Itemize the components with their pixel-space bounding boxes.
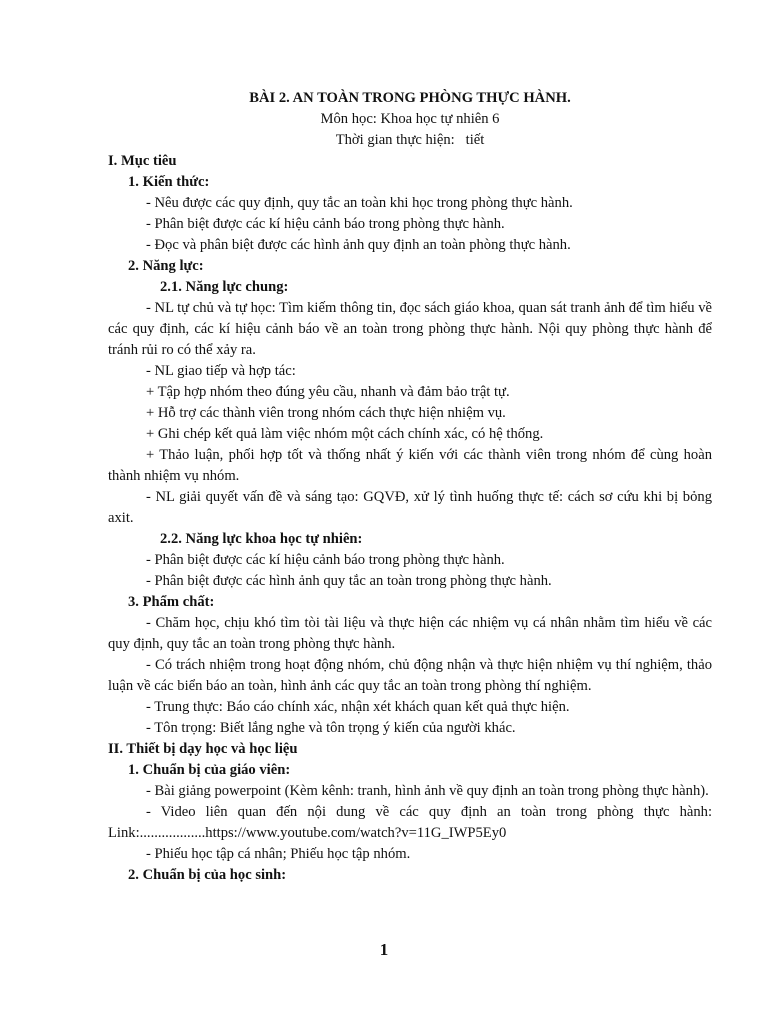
section-heading-objectives: I. Mục tiêu <box>108 153 177 169</box>
list-item: - Phân biệt được các kí hiệu cảnh báo trong phòng thực hành. <box>146 216 505 232</box>
subheading-science-competence: 2.2. Năng lực khoa học tự nhiên: <box>160 531 363 547</box>
paragraph: - NL giao tiếp và hợp tác: <box>146 363 296 379</box>
list-item: - Phân biệt được các kí hiệu cảnh báo trong phòng thực hành. <box>146 552 505 568</box>
subheading-general-competence: 2.1. Năng lực chung: <box>160 279 289 295</box>
duration-line: Thời gian thực hiện: tiết <box>335 132 485 148</box>
paragraph: - Phiếu học tập cá nhân; Phiếu học tập nhóm. <box>146 846 411 862</box>
subject-line: Môn học: Khoa học tự nhiên 6 <box>320 111 500 127</box>
paragraph: - Chăm học, chịu khó tìm tòi tài liệu và thực hiện các nhiệm vụ cá nhân nhằm tìm hiểu về các quy định, quy tắc an toàn trong phòng thực hành. <box>108 615 712 652</box>
list-item: - Nêu được các quy định, quy tắc an toàn khi học trong phòng thực hành. <box>146 195 573 211</box>
paragraph: - NL giải quyết vấn đề và sáng tạo: GQVĐ, xử lý tình huống thực tế: cách sơ cứu khi bị bỏng axit. <box>108 489 712 526</box>
paragraph: - Trung thực: Báo cáo chính xác, nhận xét khách quan kết quả thực hiện. <box>146 699 570 715</box>
list-item: - Phân biệt được các hình ảnh quy tắc an toàn trong phòng thực hành. <box>146 573 552 589</box>
paragraph: - Tôn trọng: Biết lắng nghe và tôn trọng ý kiến của người khác. <box>146 720 516 736</box>
section-heading-equipment: II. Thiết bị dạy học và học liệu <box>108 741 298 757</box>
list-item: + Tập hợp nhóm theo đúng yêu cầu, nhanh và đảm bảo trật tự. <box>146 384 510 400</box>
lesson-title: BÀI 2. AN TOÀN TRONG PHÒNG THỰC HÀNH. <box>249 90 571 106</box>
list-item: - Đọc và phân biệt được các hình ảnh quy định an toàn phòng thực hành. <box>146 237 571 253</box>
list-item: + Hỗ trợ các thành viên trong nhóm cách thực hiện nhiệm vụ. <box>146 405 506 421</box>
paragraph: - Bài giảng powerpoint (Kèm kênh: tranh, hình ảnh về quy định an toàn trong phòng thực hành). <box>146 783 709 799</box>
paragraph-video-link: - Video liên quan đến nội dung về các quy định an toàn trong phòng thực hành: Link:..................https://www.youtube.com/watch?v=11G_IWP5Ey0 <box>108 804 712 841</box>
subheading-student-prep: 2. Chuẩn bị của học sinh: <box>128 867 287 883</box>
document-body <box>108 88 712 886</box>
subheading-knowledge: 1. Kiến thức: <box>128 174 210 190</box>
paragraph: + Thảo luận, phối hợp tốt và thống nhất ý kiến với các thành viên trong nhóm để cùng hoàn thành nhiệm vụ nhóm. <box>108 447 712 484</box>
list-item: + Ghi chép kết quả làm việc nhóm một cách chính xác, có hệ thống. <box>146 426 544 442</box>
paragraph: - NL tự chủ và tự học: Tìm kiếm thông tin, đọc sách giáo khoa, quan sát tranh ảnh để tìm hiểu về các quy định, các kí hiệu cảnh báo về an toàn trong phòng thực hành. Nội quy phòng thực hành để tránh rủi ro có thể xảy ra. <box>108 300 712 358</box>
subheading-qualities: 3. Phẩm chất: <box>128 594 215 610</box>
subheading-competence: 2. Năng lực: <box>128 258 204 274</box>
page-number: 1 <box>379 940 389 959</box>
paragraph: - Có trách nhiệm trong hoạt động nhóm, chủ động nhận và thực hiện nhiệm vụ thí nghiệm, thảo luận về các biển báo an toàn, hình ảnh các quy tắc an toàn trong phòng thí nghiệm. <box>108 657 712 694</box>
subheading-teacher-prep: 1. Chuẩn bị của giáo viên: <box>128 762 291 778</box>
